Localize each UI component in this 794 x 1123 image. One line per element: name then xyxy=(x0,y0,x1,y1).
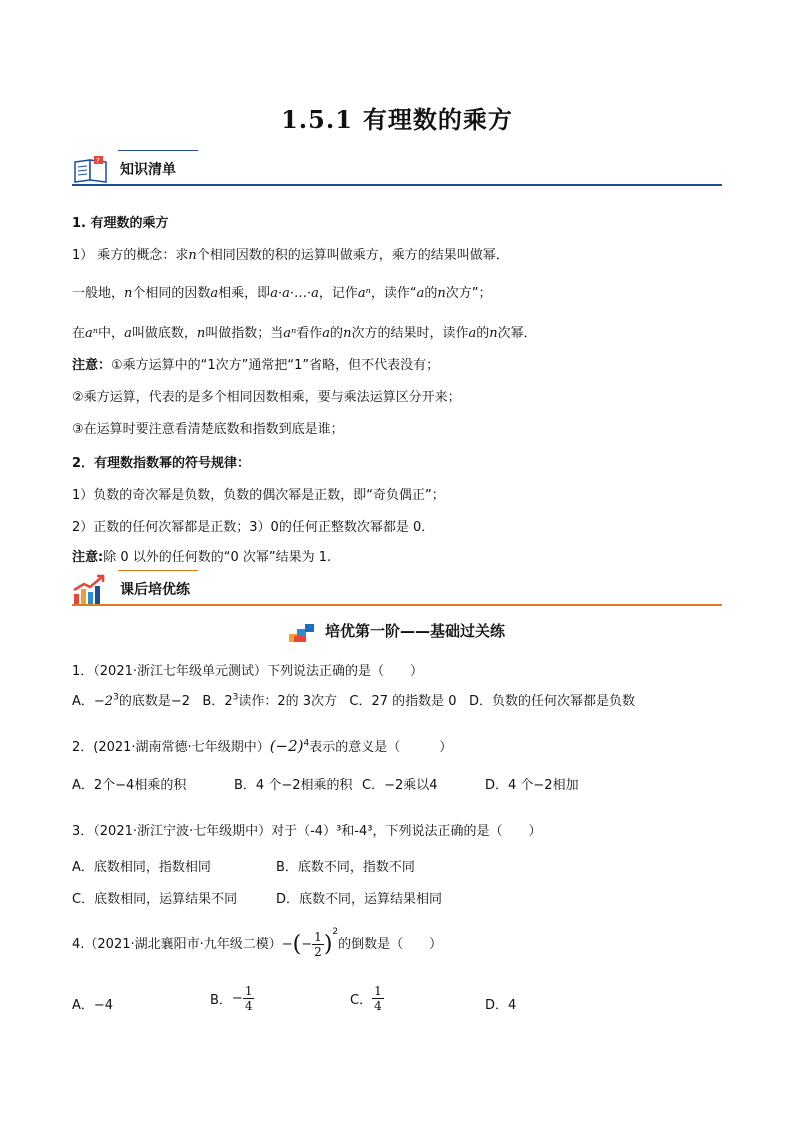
knowledge-line-2: 一般地，n个相同的因数a相乘，即a·a·…·a，记作aⁿ，读作“a的n次方”； xyxy=(72,286,492,301)
note-line-1: 注意：①乘方运算中的“1次方”通常把“1”省略，但不代表没有； xyxy=(72,358,440,373)
section-header-knowledge xyxy=(72,150,722,186)
stairs-icon xyxy=(289,622,319,642)
question-2-option-a: A．2个−4相乘的积 xyxy=(72,778,187,793)
title-text: 有理数的乘方 xyxy=(362,106,513,134)
practice-subheading: 培优第一阶——基础过关练 xyxy=(0,620,794,642)
title-number: 1.5.1 xyxy=(281,105,353,134)
page-title xyxy=(0,100,794,135)
svg-text:?: ? xyxy=(96,157,100,165)
question-3-option-c: C．底数相同，运算结果不同 xyxy=(72,892,238,907)
knowledge-heading-1: 1. 有理数的乘方 xyxy=(72,216,169,231)
section-header-practice xyxy=(72,570,722,606)
question-1: 1．（2021·浙江七年级单元测试）下列说法正确的是（ ） xyxy=(72,664,423,679)
question-3: 3．（2021·浙江宁波·七年级期中）对于（-4）³和-4³，下列说法正确的是（ ） xyxy=(72,824,542,839)
question-4-option-c: C． $\frac{1}{4}$ xyxy=(350,984,382,1013)
knowledge-line-1: 1） 乘方的概念：求n个相同因数的积的运算叫做乘方，乘方的结果叫做幂． xyxy=(72,248,509,263)
fraction-one-half: $\frac{1}{2}$ xyxy=(314,930,322,959)
note-line-2: ②乘方运算，代表的是多个相同因数相乘，要与乘法运算区分开来； xyxy=(72,390,461,405)
section-label-knowledge: 知识清单 xyxy=(120,162,176,178)
question-2: 2．(2021·湖南常德·七年级期中）$(-2)^4$表示的意义是（ ） xyxy=(72,737,453,755)
rule-line-2: 2）正数的任何次幂都是正数；3）0的任何正整数次幂都是 0． xyxy=(72,520,435,535)
question-3-option-d: D．底数不同，运算结果相同 xyxy=(276,892,443,907)
section-label-practice: 课后培优练 xyxy=(120,582,190,598)
knowledge-line-3: 在aⁿ中，a叫做底数，n叫做指数；当aⁿ看作a的n次方的结果时，读作a的n次幂． xyxy=(72,326,537,341)
question-4: 4.（2021·湖北襄阳市·九年级二模）−(− $\frac{1}{2}$ )$^2$的倒数是（ ） xyxy=(72,927,443,959)
bar-chart-icon xyxy=(72,574,112,604)
question-4-option-a: A．−4 xyxy=(72,998,114,1013)
question-2-option-b: B．4 个−2相乘的积 xyxy=(234,778,353,793)
knowledge-heading-2: 2．有理数指数幂的符号规律： xyxy=(72,456,251,471)
note-line-4: 注意:除 0 以外的任何数的“0 次幂”结果为 1. xyxy=(72,550,332,565)
question-4-option-b: B．− $\frac{1}{4}$ xyxy=(210,984,253,1013)
question-2-option-d: D．4 个−2相加 xyxy=(485,778,579,793)
question-2-option-c: C．−2乘以4 xyxy=(362,778,438,793)
question-4-option-d: D．4 xyxy=(485,998,517,1013)
question-3-option-b: B．底数不同，指数不同 xyxy=(276,860,415,875)
book-icon xyxy=(72,154,112,184)
question-3-option-a: A．底数相同，指数相同 xyxy=(72,860,211,875)
note-line-3: ③在运算时要注意看清楚底数和指数到底是谁； xyxy=(72,422,344,437)
rule-line-1: 1）负数的奇次幂是负数，负数的偶次幂是正数，即“奇负偶正”； xyxy=(72,488,445,503)
question-1-options: A．$-2^3$的底数是−2 B．$2^3$读作：2的 3次方 C．27 的指数是 0 D．负数的任何次幂都是负数 xyxy=(72,692,635,709)
